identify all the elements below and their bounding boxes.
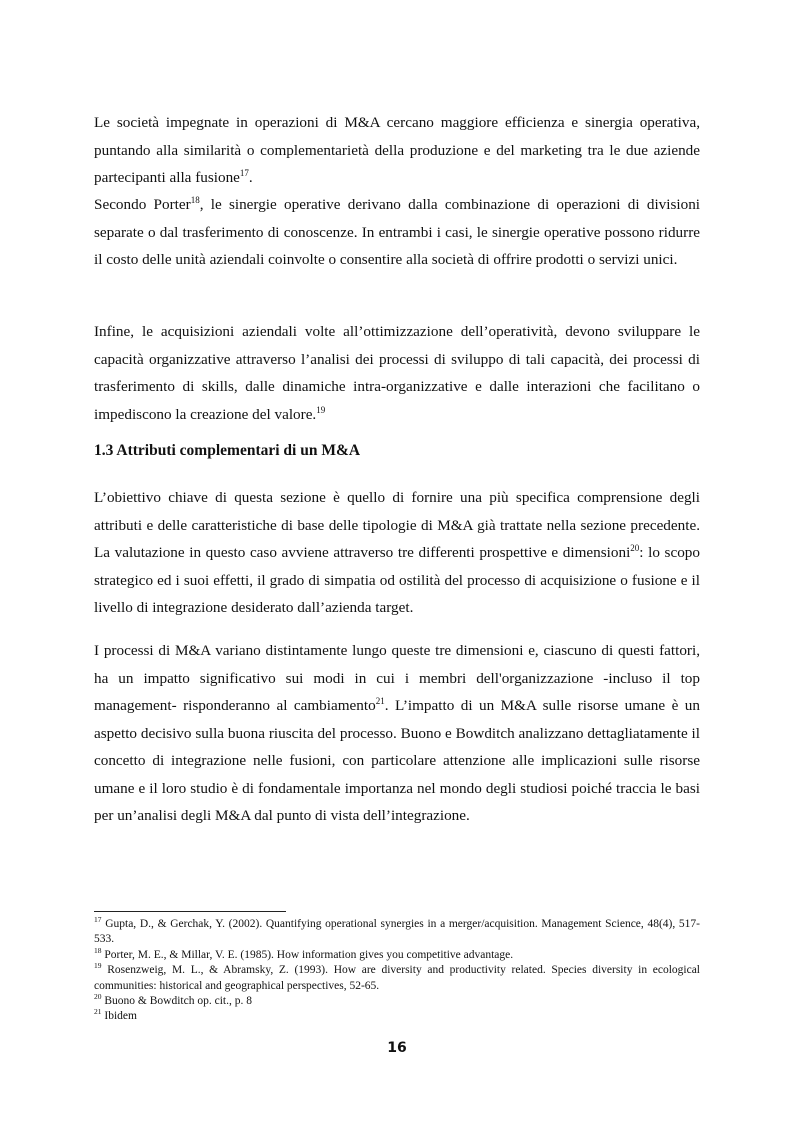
- paragraph-text: , le sinergie operative derivano dalla combinazione di operazioni di divisioni separate o dal trasferimento di conoscenze. In entrambi i casi, le sinergie operative possono ridurre il costo delle unità aziendali coinvolte o consentire alla società di offrire prodotti o servizi unici.: [94, 196, 701, 268]
- paragraph-text: Le società impegnate in operazioni di M&A cercano maggiore efficienza e sinergia operativa, puntando alla similarità o complementarietà della produzione e del marketing tra le due aziende partecipanti alla fusione: [94, 114, 700, 186]
- paragraph-tail: .: [248, 169, 253, 186]
- footnote-number: 17: [94, 915, 102, 925]
- footnote-ref-20[interactable]: 20: [630, 542, 640, 553]
- footnote-number: 19: [94, 961, 102, 971]
- paragraph-organizational-capabilities: [94, 318, 700, 428]
- footnote-text: Ibidem: [104, 1010, 137, 1023]
- paragraph-text: . L’impatto di un M&A sulle risorse umane è un aspetto decisivo sulla buona riuscita del processo. Buono e Bowditch analizzano dettagliatamente il concetto di integrazione nelle fusioni, con particolare attenzione alle implicazioni sulle risorse umane e il loro studio è di fondamentale importanza nel mondo degli studiosi poiché traccia le basi per un’analisi degli M&A dal punto di vista dell’integrazione.: [94, 697, 700, 824]
- footnote-21: [94, 1009, 700, 1024]
- footnote-text: Rosenzweig, M. L., & Abramsky, Z. (1993). How are diversity and productivity related. Species diversity in ecological communities: historical and geographical perspectives, 52-65.: [94, 964, 700, 992]
- footnote-17: [94, 917, 700, 948]
- paragraph-text: : lo scopo strategico ed i suoi effetti, il grado di simpatia od ostilità del processo di acquisizione o fusione e il livello di integrazione desiderato dall’azienda target.: [94, 544, 700, 616]
- footnote-number: 21: [94, 1007, 102, 1017]
- footnote-separator: [94, 911, 286, 912]
- footnote-text: Buono & Bowditch op. cit., p. 8: [104, 995, 252, 1008]
- paragraph-lead: I processi di M&A variano distintamente lungo queste tre dimensioni e, ciascuno di questi fattori, ha un impatto significativo sui modi in cui i membri dell'organizzazione -incluso il top management- risponderanno al cambiamento: [94, 642, 700, 714]
- footnote-ref-19[interactable]: 19: [316, 404, 326, 415]
- paragraph-porter: [94, 191, 700, 274]
- footnote-ref-18[interactable]: 18: [190, 194, 200, 205]
- footnote-text: Gupta, D., & Gerchak, Y. (2002). Quantifying operational synergies in a merger/acquisition. Management Science, 48(4), 517-533.: [94, 918, 700, 946]
- paragraph-human-resources: [94, 637, 700, 830]
- page-number: 16: [387, 1040, 407, 1056]
- footnotes: [94, 917, 700, 1025]
- paragraph-section-objective: [94, 484, 700, 622]
- paragraph-text: Infine, le acquisizioni aziendali volte all’ottimizzazione dell’operatività, devono sviluppare le capacità organizzative attraverso l’analisi dei processi di sviluppo di tali capacità, dei processi di trasferimento di skills, dalle dinamiche intra-organizzative e dalle interazioni che facilitano o impediscono la creazione del valore.: [94, 323, 700, 423]
- footnote-number: 20: [94, 992, 102, 1002]
- footnote-20: [94, 994, 700, 1009]
- footnote-number: 18: [94, 945, 102, 955]
- footnote-text: Porter, M. E., & Millar, V. E. (1985). How information gives you competitive advantage.: [104, 948, 514, 961]
- paragraph-lead: Secondo Porter: [94, 196, 191, 213]
- paragraph-lead: L’obiettivo chiave di questa sezione è quello di fornire una più specifica comprensione degli attributi e delle caratteristiche di base delle tipologie di M&A già trattate nella sezione precedente. La valutazione in questo caso avviene attraverso tre differenti prospettive e dimensioni: [94, 489, 700, 561]
- footnote-ref-21[interactable]: 21: [375, 695, 385, 706]
- section-heading: 1.3 Attributi complementari di un M&A: [94, 442, 361, 459]
- footnote-18: [94, 945, 700, 963]
- footnote-19: [94, 963, 700, 994]
- paragraph-operational-synergies: [94, 109, 700, 192]
- footnote-ref-17[interactable]: 17: [239, 167, 249, 178]
